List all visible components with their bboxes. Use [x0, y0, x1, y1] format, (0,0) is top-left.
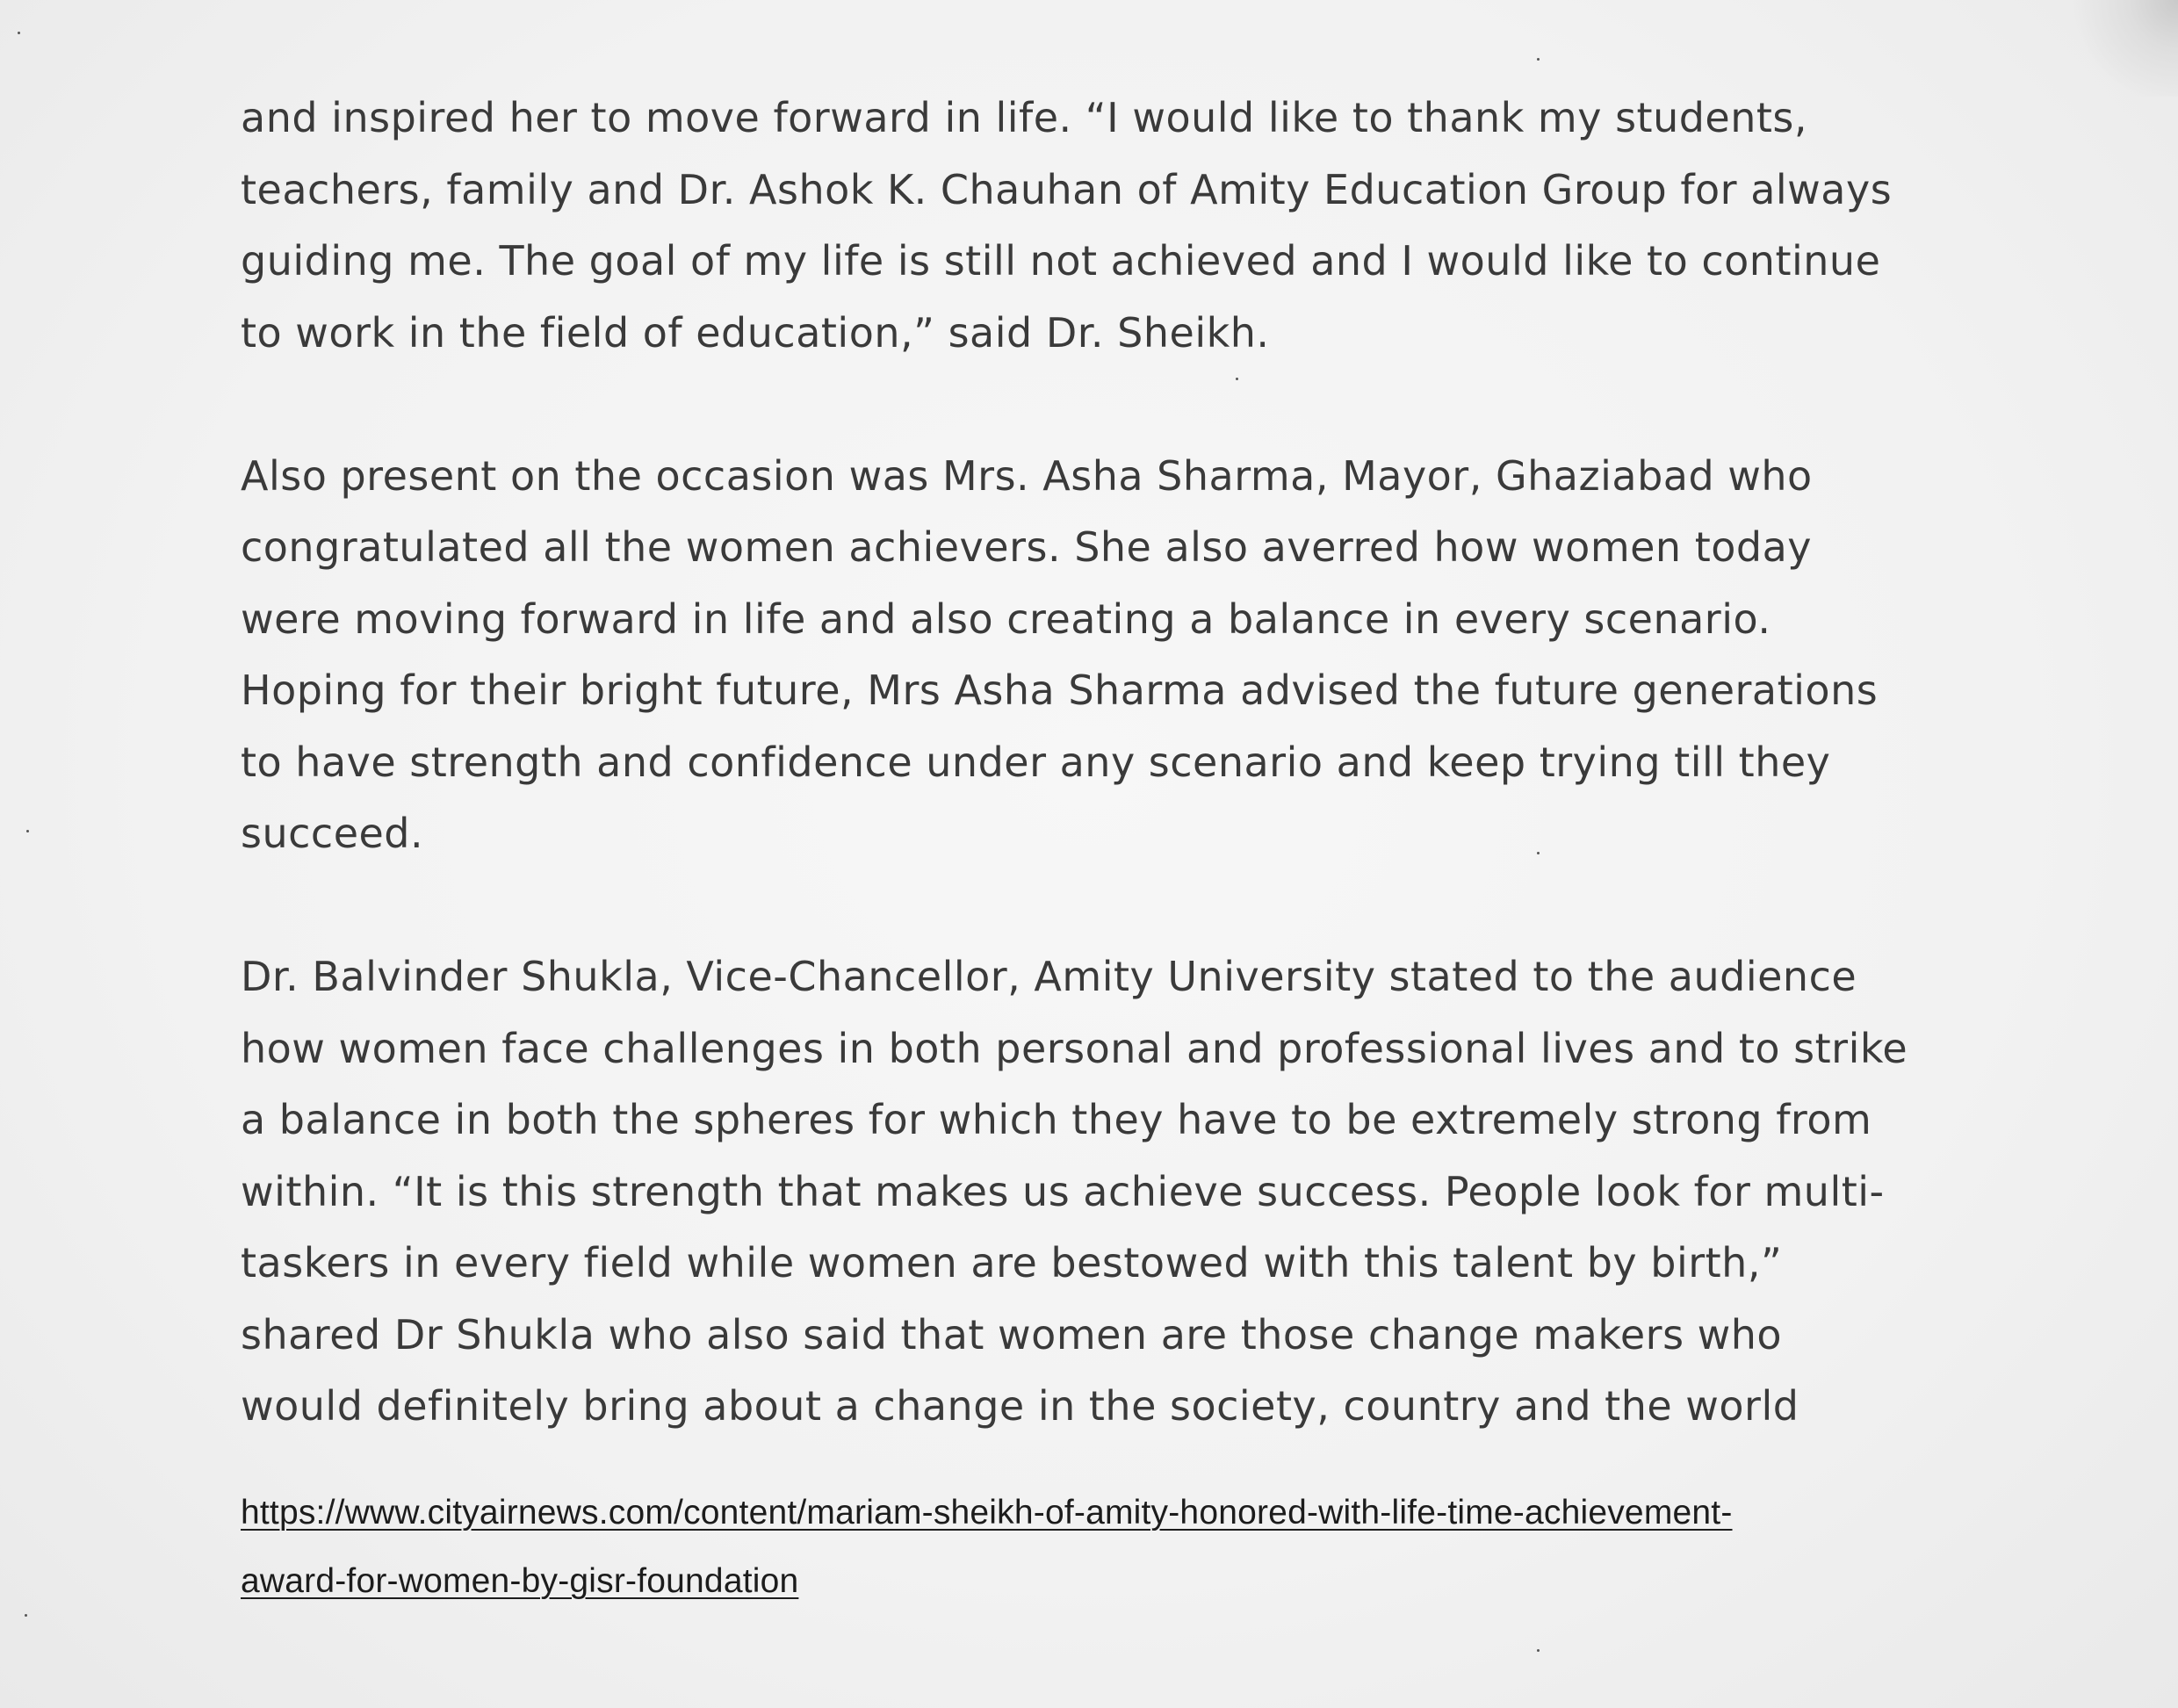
text-line: teachers, family and Dr. Ashok K. Chauhan of Amity Education Group for always — [241, 165, 1893, 213]
paragraph-spacer — [241, 369, 1997, 441]
paragraph-closing-quote — [241, 83, 1997, 369]
paragraph-spacer — [241, 870, 1997, 942]
text-line: succeed. — [241, 810, 424, 857]
text-line: Also present on the occasion was Mrs. Asha Sharma, Mayor, Ghaziabad who — [241, 451, 1813, 500]
text-line: shared Dr Shukla who also said that women are those change makers who — [241, 1310, 1783, 1358]
paragraph-mayor — [241, 441, 1997, 870]
source-link-line[interactable]: award-for-women-by-gisr-foundation — [241, 1562, 799, 1600]
scan-speck — [25, 1614, 27, 1617]
text-line: Dr. Balvinder Shukla, Vice-Chancellor, Amity University stated to the audience — [241, 953, 1857, 1000]
paragraph-vice-chancellor — [241, 941, 1997, 1443]
text-line: how women face challenges in both personal and professional lives and to strike — [241, 1024, 1908, 1072]
article-body — [241, 83, 1997, 1443]
text-line: to work in the field of education,” said Dr. Sheikh. — [241, 308, 1270, 357]
text-line: and inspired her to move forward in life. “I would like to thank my students, — [241, 94, 1808, 141]
text-line: Hoping for their bright future, Mrs Asha Sharma advised the future generations — [241, 667, 1879, 714]
scan-speck — [18, 32, 20, 34]
scan-speck — [1537, 1649, 1540, 1652]
text-line: taskers in every field while women are bestowed with this talent by birth,” — [241, 1239, 1783, 1286]
text-line: would definitely bring about a change in the society, country and the world — [241, 1382, 1799, 1430]
text-line: within. “It is this strength that makes us achieve success. People look for multi- — [241, 1167, 1885, 1215]
scan-speck — [1537, 58, 1540, 61]
scan-speck — [26, 830, 29, 832]
text-line: guiding me. The goal of my life is still not achieved and I would like to continue — [241, 237, 1881, 285]
text-line: congratulated all the women achievers. She also averred how women today — [241, 523, 1813, 571]
text-line: were moving forward in life and also creating a balance in every scenario. — [241, 595, 1771, 643]
page-corner-shadow — [2073, 0, 2178, 97]
text-line: a balance in both the spheres for which they have to be extremely strong from — [241, 1096, 1872, 1143]
source-link-line[interactable]: https://www.cityairnews.com/content/mariam-sheikh-of-amity-honored-with-life-time-achievement- — [241, 1494, 1733, 1531]
source-link[interactable] — [241, 1479, 1733, 1616]
text-line: to have strength and confidence under any scenario and keep trying till they — [241, 738, 1831, 786]
